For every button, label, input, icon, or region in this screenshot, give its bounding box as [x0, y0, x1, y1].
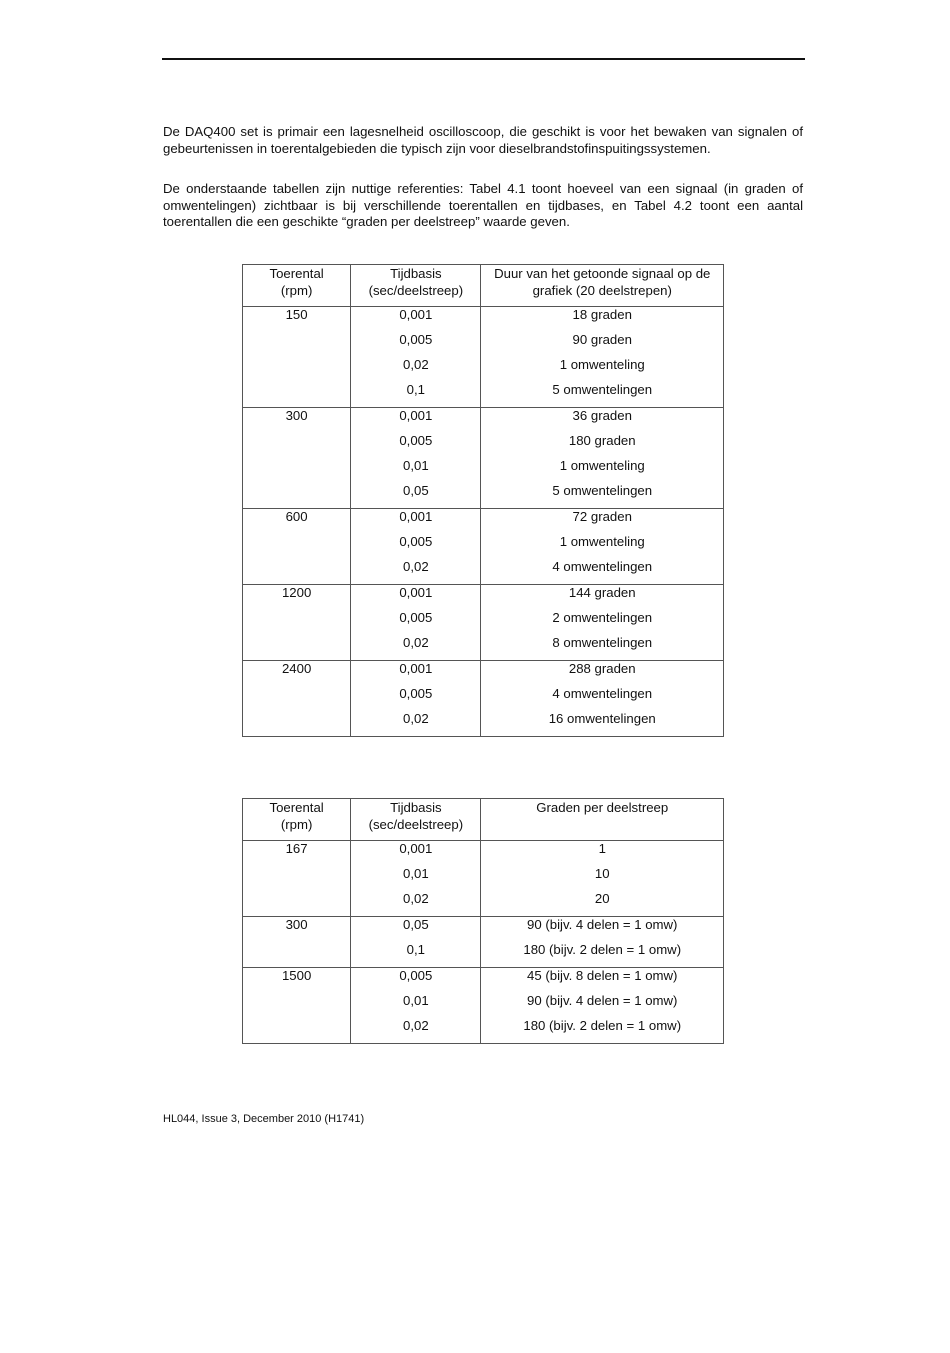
- rpm-cell: [243, 332, 351, 357]
- tijdbasis-cell: 0,001: [351, 841, 481, 867]
- tijdbasis-cell: 0,001: [351, 509, 481, 535]
- value-cell: 1: [481, 841, 724, 867]
- tijdbasis-cell: 0,02: [351, 635, 481, 661]
- tijdbasis-cell: 0,005: [351, 968, 481, 994]
- table-row: [243, 483, 724, 509]
- tijdbasis-cell: 0,005: [351, 686, 481, 711]
- table-row: [243, 408, 724, 434]
- value-cell: 90 (bijv. 4 delen = 1 omw): [481, 993, 724, 1018]
- tijdbasis-cell: 0,02: [351, 559, 481, 585]
- value-cell: 1 omwenteling: [481, 458, 724, 483]
- rpm-cell: [243, 1018, 351, 1044]
- value-cell: 5 omwentelingen: [481, 382, 724, 408]
- rpm-cell: [243, 891, 351, 917]
- table-row: [243, 661, 724, 687]
- value-cell: 288 graden: [481, 661, 724, 687]
- table-row: [243, 866, 724, 891]
- table-row: [243, 711, 724, 737]
- table-4-1: [242, 264, 724, 737]
- value-cell: 36 graden: [481, 408, 724, 434]
- tijdbasis-cell: 0,02: [351, 357, 481, 382]
- value-cell: 4 omwentelingen: [481, 686, 724, 711]
- table-row: [243, 509, 724, 535]
- table-row: [243, 635, 724, 661]
- tijdbasis-cell: 0,1: [351, 942, 481, 968]
- rpm-cell: [243, 610, 351, 635]
- tijdbasis-cell: 0,02: [351, 711, 481, 737]
- header-duur: Duur van het getoonde signaal op de grafiek (20 deelstrepen): [481, 265, 724, 307]
- rpm-cell: 1200: [243, 585, 351, 611]
- rpm-cell: [243, 559, 351, 585]
- value-cell: 4 omwentelingen: [481, 559, 724, 585]
- value-cell: 72 graden: [481, 509, 724, 535]
- tijdbasis-cell: 0,005: [351, 534, 481, 559]
- value-cell: 144 graden: [481, 585, 724, 611]
- rpm-cell: 1500: [243, 968, 351, 994]
- intro-paragraph-1: De DAQ400 set is primair een lagesnelheid oscilloscoop, die geschikt is voor het bewaken van signalen of gebeurtenissen in toerentalgebieden die typisch zijn voor dieselbrandstofinspuitingssystemen.: [163, 124, 803, 156]
- rpm-cell: [243, 711, 351, 737]
- tijdbasis-cell: 0,05: [351, 483, 481, 509]
- value-cell: 90 graden: [481, 332, 724, 357]
- header-graden: Graden per deelstreep: [481, 799, 724, 841]
- value-cell: 180 (bijv. 2 delen = 1 omw): [481, 942, 724, 968]
- header-tijdbasis: Tijdbasis (sec/deelstreep): [351, 265, 481, 307]
- tijdbasis-cell: 0,05: [351, 917, 481, 943]
- header-toerental: Toerental (rpm): [243, 799, 351, 841]
- tijdbasis-cell: 0,1: [351, 382, 481, 408]
- rpm-cell: 300: [243, 408, 351, 434]
- table-row: [243, 841, 724, 867]
- table-row: [243, 585, 724, 611]
- tijdbasis-cell: 0,005: [351, 433, 481, 458]
- table-row: [243, 307, 724, 333]
- value-cell: 16 omwentelingen: [481, 711, 724, 737]
- value-cell: 20: [481, 891, 724, 917]
- table-row: [243, 433, 724, 458]
- value-cell: 8 omwentelingen: [481, 635, 724, 661]
- rpm-cell: [243, 382, 351, 408]
- rpm-cell: 2400: [243, 661, 351, 687]
- tijdbasis-cell: 0,005: [351, 332, 481, 357]
- rpm-cell: [243, 357, 351, 382]
- value-cell: 45 (bijv. 8 delen = 1 omw): [481, 968, 724, 994]
- header-toerental: Toerental (rpm): [243, 265, 351, 307]
- header-tijdbasis: Tijdbasis (sec/deelstreep): [351, 799, 481, 841]
- rpm-cell: 600: [243, 509, 351, 535]
- table-row: [243, 1018, 724, 1044]
- tijdbasis-cell: 0,001: [351, 661, 481, 687]
- table-row: [243, 357, 724, 382]
- value-cell: 180 graden: [481, 433, 724, 458]
- table-header-row: [243, 265, 724, 307]
- rpm-cell: [243, 866, 351, 891]
- tijdbasis-cell: 0,001: [351, 307, 481, 333]
- intro-paragraph-2: De onderstaande tabellen zijn nuttige referenties: Tabel 4.1 toont hoeveel van een signaal (in graden of omwentelingen) zichtbaar is bij verschillende toerentallen en tijdbases, en Tabel 4.2 toont een aantal toerentallen die een geschikte “graden per deelstreep” waarde geven.: [163, 181, 803, 229]
- header-rule: [162, 58, 805, 60]
- table-row: [243, 993, 724, 1018]
- table-row: [243, 968, 724, 994]
- tijdbasis-cell: 0,02: [351, 1018, 481, 1044]
- table-header-row: [243, 799, 724, 841]
- tijdbasis-cell: 0,01: [351, 458, 481, 483]
- value-cell: 18 graden: [481, 307, 724, 333]
- rpm-cell: [243, 993, 351, 1018]
- rpm-cell: 300: [243, 917, 351, 943]
- table-row: [243, 686, 724, 711]
- tijdbasis-cell: 0,01: [351, 993, 481, 1018]
- rpm-cell: [243, 686, 351, 711]
- table-row: [243, 332, 724, 357]
- rpm-cell: [243, 534, 351, 559]
- value-cell: 1 omwenteling: [481, 357, 724, 382]
- tijdbasis-cell: 0,01: [351, 866, 481, 891]
- rpm-cell: 167: [243, 841, 351, 867]
- table-row: [243, 534, 724, 559]
- table-row: [243, 917, 724, 943]
- value-cell: 1 omwenteling: [481, 534, 724, 559]
- rpm-cell: 150: [243, 307, 351, 333]
- tijdbasis-cell: 0,001: [351, 585, 481, 611]
- rpm-cell: [243, 458, 351, 483]
- value-cell: 2 omwentelingen: [481, 610, 724, 635]
- table-row: [243, 891, 724, 917]
- rpm-cell: [243, 483, 351, 509]
- table-row: [243, 382, 724, 408]
- rpm-cell: [243, 942, 351, 968]
- value-cell: 180 (bijv. 2 delen = 1 omw): [481, 1018, 724, 1044]
- footer-text: HL044, Issue 3, December 2010 (H1741): [163, 1113, 365, 1125]
- rpm-cell: [243, 635, 351, 661]
- value-cell: 10: [481, 866, 724, 891]
- table-4-2: [242, 798, 724, 1044]
- table-row: [243, 610, 724, 635]
- tijdbasis-cell: 0,001: [351, 408, 481, 434]
- table-row: [243, 559, 724, 585]
- value-cell: 90 (bijv. 4 delen = 1 omw): [481, 917, 724, 943]
- rpm-cell: [243, 433, 351, 458]
- table-row: [243, 458, 724, 483]
- value-cell: 5 omwentelingen: [481, 483, 724, 509]
- tijdbasis-cell: 0,02: [351, 891, 481, 917]
- tijdbasis-cell: 0,005: [351, 610, 481, 635]
- table-row: [243, 942, 724, 968]
